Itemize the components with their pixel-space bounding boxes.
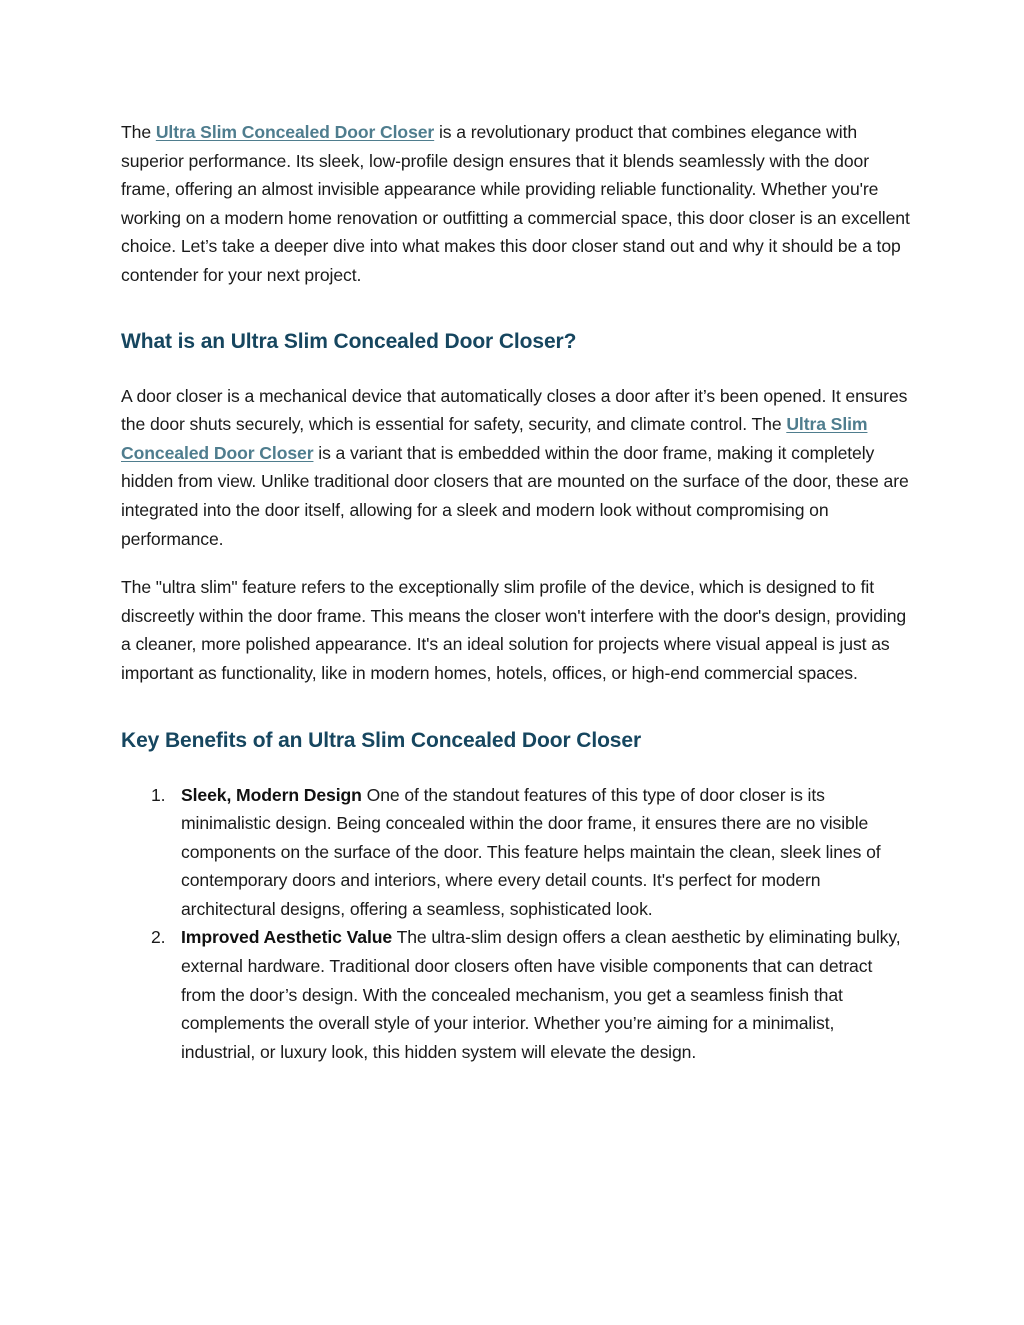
what-is-paragraph-2: The "ultra slim" feature refers to the exceptionally slim profile of the device, which is designed to fit discreetly within the door frame. This means the closer won't interfere with the door's design, providing a cleaner, more polished appearance. It's an ideal solution for projects where visual appeal is just as important as functionality, like in modern homes, hotels, offices, or high-end commercial spaces. [121,577,907,683]
list-item-text: The ultra-slim design offers a clean aesthetic by eliminating bulky, external hardware. Traditional door closers often have visible components that can detract from the door’s design. With the concealed mechanism, you get a seamless finish that complements the overall style of your interior. Whether you’re aiming for a minimalist, industrial, or luxury look, this hidden system will elevate the design. [181,927,901,1062]
what-is-paragraph-1 [121,382,911,554]
intro-suffix: is a revolutionary product that combines elegance with superior performance. Its sleek, low-profile design ensures that it blends seamlessly with the door frame, offering an almost invisible appearance while providing reliable functionality. Whether you're working on a modern home renovation or outfitting a commercial space, this door closer is an excellent choice. Let’s take a deeper dive into what makes this door closer stand out and why it should be a top contender for your next project. [121,122,910,285]
what-p1-prefix: A door closer is a mechanical device that automatically closes a door after it’s been opened. It ensures the door shuts securely, which is essential for safety, security, and climate control. The [121,385,908,435]
what-p1-suffix: is a variant that is embedded within the door frame, making it completely hidden from view. Unlike traditional door closers that are mounted on the surface of the door, these are integrated into the door itself, allowing for a sleek and modern look without compromising on performance. [121,442,909,549]
intro-product-link[interactable]: Ultra Slim Concealed Door Closer [155,122,435,142]
list-item-number: 2. [151,927,166,948]
document-page [121,118,911,1066]
list-item-number: 1. [151,784,166,805]
list-item-text: One of the standout features of this type of door closer is its minimalistic design. Being concealed within the door frame, it ensures there are no visible components on the surface of the door. This feature helps maintain the clean, sleek lines of contemporary doors and interiors, where every detail counts. It's perfect for modern architectural designs, offering a seamless, sophisticated look. [181,784,881,919]
benefits-list [121,781,911,1067]
what-product-link[interactable]: Ultra Slim Concealed Door Closer [121,414,868,463]
list-item-title: Sleek, Modern Design [181,784,362,805]
intro-prefix: The [121,122,156,142]
list-item-title: Improved Aesthetic Value [181,927,393,948]
intro-paragraph [121,118,911,290]
key-benefits-heading: Key Benefits of an Ultra Slim Concealed Door Closer [121,728,642,752]
list-item [121,923,911,1066]
what-is-heading: What is an Ultra Slim Concealed Door Closer? [121,329,577,353]
list-item [121,781,911,924]
